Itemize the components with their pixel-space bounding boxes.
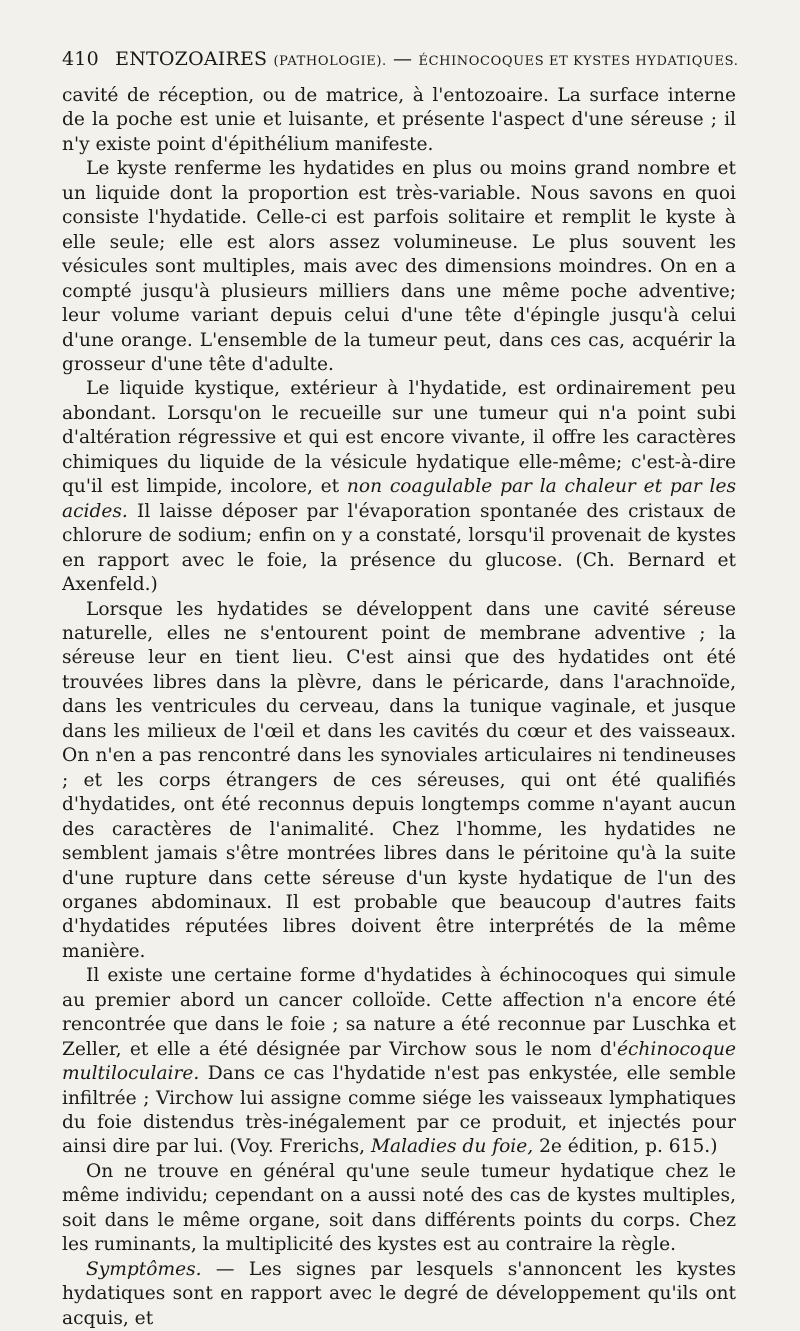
paragraph-7 — [62, 1258, 736, 1331]
header-separator: — — [393, 48, 413, 70]
header-title: ENTOZOAIRES — [115, 48, 268, 70]
paragraph-7-text: — Les signes par lesquels s'annoncent les kystes hydatiques sont en rapport avec le degré de développement qu'ils ont acquis, et — [62, 1258, 736, 1329]
section-heading-symptomes: Symptômes. — [86, 1258, 202, 1280]
paragraph-3-text-b: Il laisse déposer par l'évaporation spontanée des cristaux de chlorure de sodium; enfin on y a constaté, lorsqu'il provenait de kystes en rapport avec le foie, la présence du glucose. (Ch. Bernard et Axenfeld.) — [62, 500, 736, 596]
paragraph-2: Le kyste renferme les hydatides en plus ou moins grand nombre et un liquide dont la proportion est très-variable. Nous savons en quoi consiste l'hydatide. Celle-ci est parfois solitaire et remplit le kyste à elle seule; elle est alors assez volumineuse. Le plus souvent les vésicules sont multiples, mais avec des dimensions moindres. On en a compté jusqu'à plusieurs milliers dans une même poche adventive; leur volume variant depuis celui d'une tête d'épingle jusqu'à celui d'une orange. L'ensemble de la tumeur peut, dans ces cas, acquérir la grosseur d'une tête d'adulte. — [62, 158, 736, 375]
paragraph-5-text-b: Dans ce cas l'hydatide n'est pas enkystée, elle semble infiltrée ; Virchow lui assigne comme siége les vaisseaux lymphatiques du foie distendus très-inégalement par ce produit, et injectés pour ainsi dire par lui. (Voy. Frerichs, — [62, 1063, 736, 1158]
header-subject: ÉCHINOCOQUES ET KYSTES HYDATIQUES. — [418, 54, 739, 69]
paragraph-5-emphasis: échinocoque multiloculaire. — [62, 1038, 736, 1085]
paragraph-5-book-title: Maladies du foie, — [370, 1136, 534, 1158]
page-number: 410 — [62, 48, 99, 70]
body-text — [62, 84, 736, 1331]
paragraph-3-emphasis: non coagulable par la chaleur et par les acides. — [62, 476, 736, 522]
paragraph-5-text-a: Il existe une certaine forme d'hydatides à échinocoques qui simule au premier abord un cancer colloïde. Cette affection n'a encore été rencontrée que dans le foie ; sa nature a été reconnue par Luschka et Zeller, et elle a été désignée par Virchow sous le nom d' — [62, 965, 736, 1060]
running-header — [62, 48, 742, 70]
paragraph-1: cavité de réception, ou de matrice, à l'entozoaire. La surface interne de la poche est unie et luisante, et présente l'aspect d'une séreuse ; il n'y existe point d'épithélium manifeste. — [62, 85, 736, 155]
paragraph-6: On ne trouve en général qu'une seule tumeur hydatique chez le même individu; cependant on a aussi noté des cas de kystes multiples, soit dans le même organe, soit dans différents points du corps. Chez les ruminants, la multiplicité des kystes est au contraire la règle. — [62, 1160, 736, 1256]
paragraph-4: Lorsque les hydatides se développent dans une cavité séreuse naturelle, elles ne s'entourent point de membrane adventive ; la séreuse leur en tient lieu. C'est ainsi que des hydatides ont été trouvées libres dans la plèvre, dans le péricarde, dans l'arachnoïde, dans les ventricules du cerveau, dans la tunique vaginale, et jusque dans les milieux de l'œil et dans les cavités du cœur et des vaisseaux. On n'en a pas rencontré dans les synoviales articulaires ni tendineuses ; et les corps étrangers de ces séreuses, qui ont été qualifiés d'hydatides, ont été reconnus depuis longtemps comme n'ayant aucun des caractères de l'animalité. Chez l'homme, les hydatides ne semblent jamais s'être montrées libres dans le péritoine qu'à la suite d'une rupture dans cette séreuse d'un kyste hydatique de l'un des organes abdominaux. Il est probable que beaucoup d'autres faits d'hydatides réputées libres doivent être interprétés de la même manière. — [62, 598, 736, 962]
paragraph-3-text-a: Le liquide kystique, extérieur à l'hydatide, est ordinairement peu abondant. Lorsqu'on le recueille sur une tumeur qui n'a point subi d'altération régressive et qui est encore vivante, il offre les caractères chimiques du liquide de la vésicule hydatique elle-même; c'est-à-dire qu'il est limpide, incolore, et — [62, 378, 736, 498]
header-section: (PATHOLOGIE). — [273, 54, 387, 69]
paragraph-5-text-c: 2e édition, p. 615.) — [539, 1136, 718, 1158]
paragraph-5 — [62, 964, 736, 1160]
paragraph-3 — [62, 377, 736, 597]
